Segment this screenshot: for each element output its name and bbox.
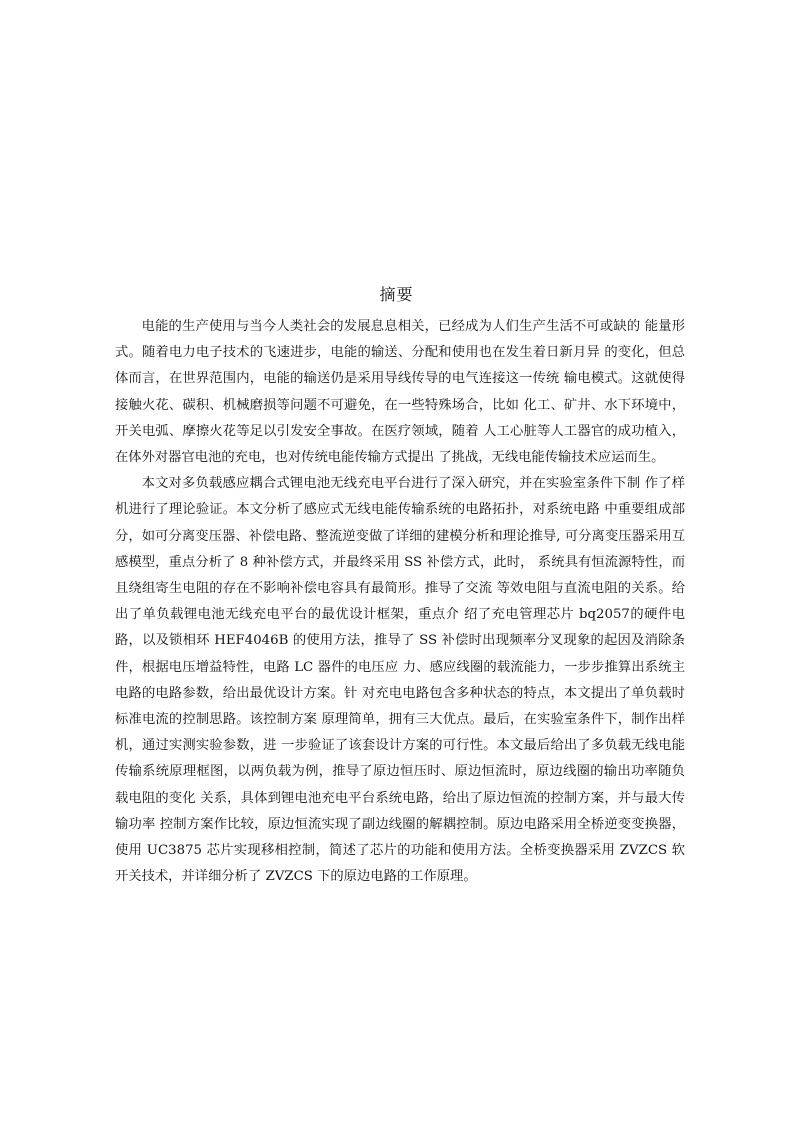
abstract-paragraph-1: 电能的生产使用与当今人类社会的发展息息相关，已经成为人们生产生活不可或缺的 能量形式。随着电力电子技术的飞速进步，电能的输送、分配和使用也在发生着日新月异 的变化，但总体而言，在世界范围内，电能的输送仍是采用导线传导的电气连接这一传统 输电模式。这就使得接触火花、碳积、机械磨损等问题不可避免，在一些特殊场合，比如 化工、矿井、水下环境中，开关电弧、摩擦火花等足以引发安全事故。在医疗领域，随着 人工心脏等人工器官的成功植入，在体外对器官电池的充电，也对传统电能传输方式提出 了挑战，无线电能传输技术应运而生。 [115, 319, 685, 466]
abstract-body [115, 314, 685, 890]
abstract-title: 摘要 [379, 285, 414, 304]
abstract-paragraph-2: 本文对多负载感应耦合式锂电池无线充电平台进行了深入研究，并在实验室条件下制 作了样机进行了理论验证。本文分析了感应式无线电能传输系统的电路拓扑，对系统电路 中重要组成部分，如可分离变压器、补偿电路、整流逆变做了详细的建模分析和理论推导, 可分离变压器采用互感模型，重点分析了 8 种补偿方式，并最终采用 SS 补偿方式，此时， 系统具有恒流源特性，而且绕组寄生电阻的存在不影响补偿电容具有最简形。推导了交流 等效电阻与直流电阻的关系。给出了单负载锂电池无线充电平台的最优设计框架，重点介 绍了充电管理芯片 bq2057的硬件电路，以及锁相环 HEF4046B 的使用方法，推导了 SS 补偿时出现频率分叉现象的起因及消除条件，根据电压增益特性，电路 LC 器件的电压应 力、感应线圈的载流能力，一步步推算出系统主电路的电路参数，给出最优设计方案。针 对充电电路包含多种状态的特点，本文提出了单负载时标准电流的控制思路。该控制方案 原理简单，拥有三大优点。最后，在实验室条件下，制作出样机，通过实测实验参数，进 一步验证了该套设计方案的可行性。本文最后给出了多负载无线电能传输系统原理框图，以两负载为例，推导了原边恒压时、原边恒流时，原边线圈的输出功率随负载电阻的变化 关系，具体到锂电池充电平台系统电路，给出了原边恒流的控制方案，并与最大传输功率 控制方案作比较，原边恒流实现了副边线圈的解耦控制。原边电路采用全桥逆变变换器，使用 UC3875 芯片实现移相控制，简述了芯片的功能和使用方法。全桥变换器采用 ZVZCS 软开关技术，并详细分析了 ZVZCS 下的原边电路的工作原理。 [115, 476, 685, 885]
